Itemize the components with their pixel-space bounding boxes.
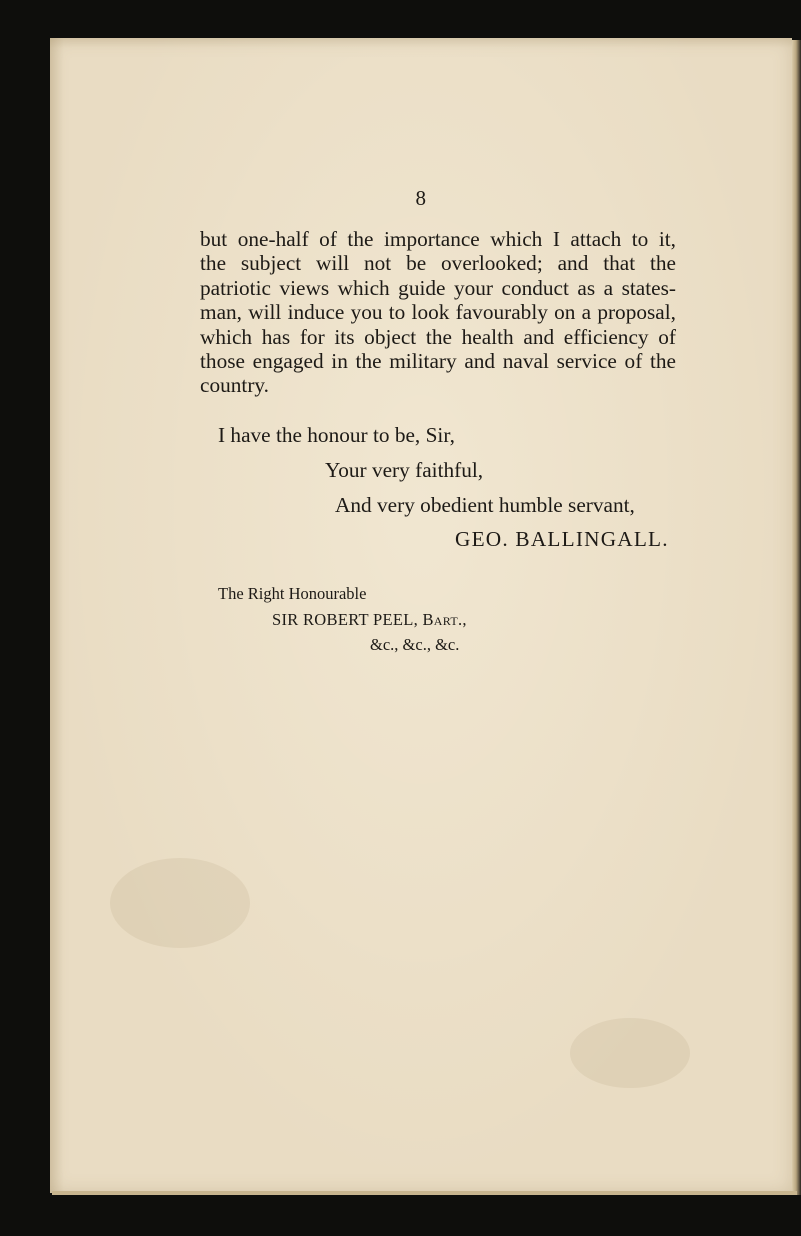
text-line: country. bbox=[200, 373, 269, 398]
page-bottom-edge bbox=[52, 1191, 797, 1195]
text-line: man, will induce you to look favourably on a proposal, bbox=[200, 300, 676, 325]
text-line: the subject will not be overlooked; and that the bbox=[200, 251, 676, 276]
text-line: patriotic views which guide your conduct as a states- bbox=[200, 275, 676, 300]
letter-paragraph bbox=[200, 227, 676, 398]
address-honorific: The Right Honourable bbox=[218, 584, 367, 603]
address-etc: &c., &c., &c. bbox=[370, 635, 460, 654]
text-line: which has for its object the health and efficiency of bbox=[200, 324, 676, 349]
closing-salutation: I have the honour to be, Sir, bbox=[218, 423, 455, 447]
closing-faithful: Your very faithful, bbox=[325, 458, 484, 482]
text-line: those engaged in the military and naval service of the bbox=[200, 349, 676, 374]
paper-stain bbox=[570, 1018, 690, 1088]
text-line: but one-half of the importance which I attach to it, bbox=[200, 227, 676, 251]
address-recipient: SIR ROBERT PEEL, bbox=[272, 610, 423, 629]
address-title: Bart., bbox=[422, 610, 467, 629]
signature: GEO. BALLINGALL. bbox=[455, 527, 669, 551]
paper-stain bbox=[110, 858, 250, 948]
address-name bbox=[272, 610, 467, 630]
book-page bbox=[50, 38, 792, 1193]
closing-servant: And very obedient humble servant, bbox=[335, 493, 635, 517]
page-number: 8 bbox=[415, 186, 427, 210]
page-edge-strip bbox=[792, 40, 801, 1195]
